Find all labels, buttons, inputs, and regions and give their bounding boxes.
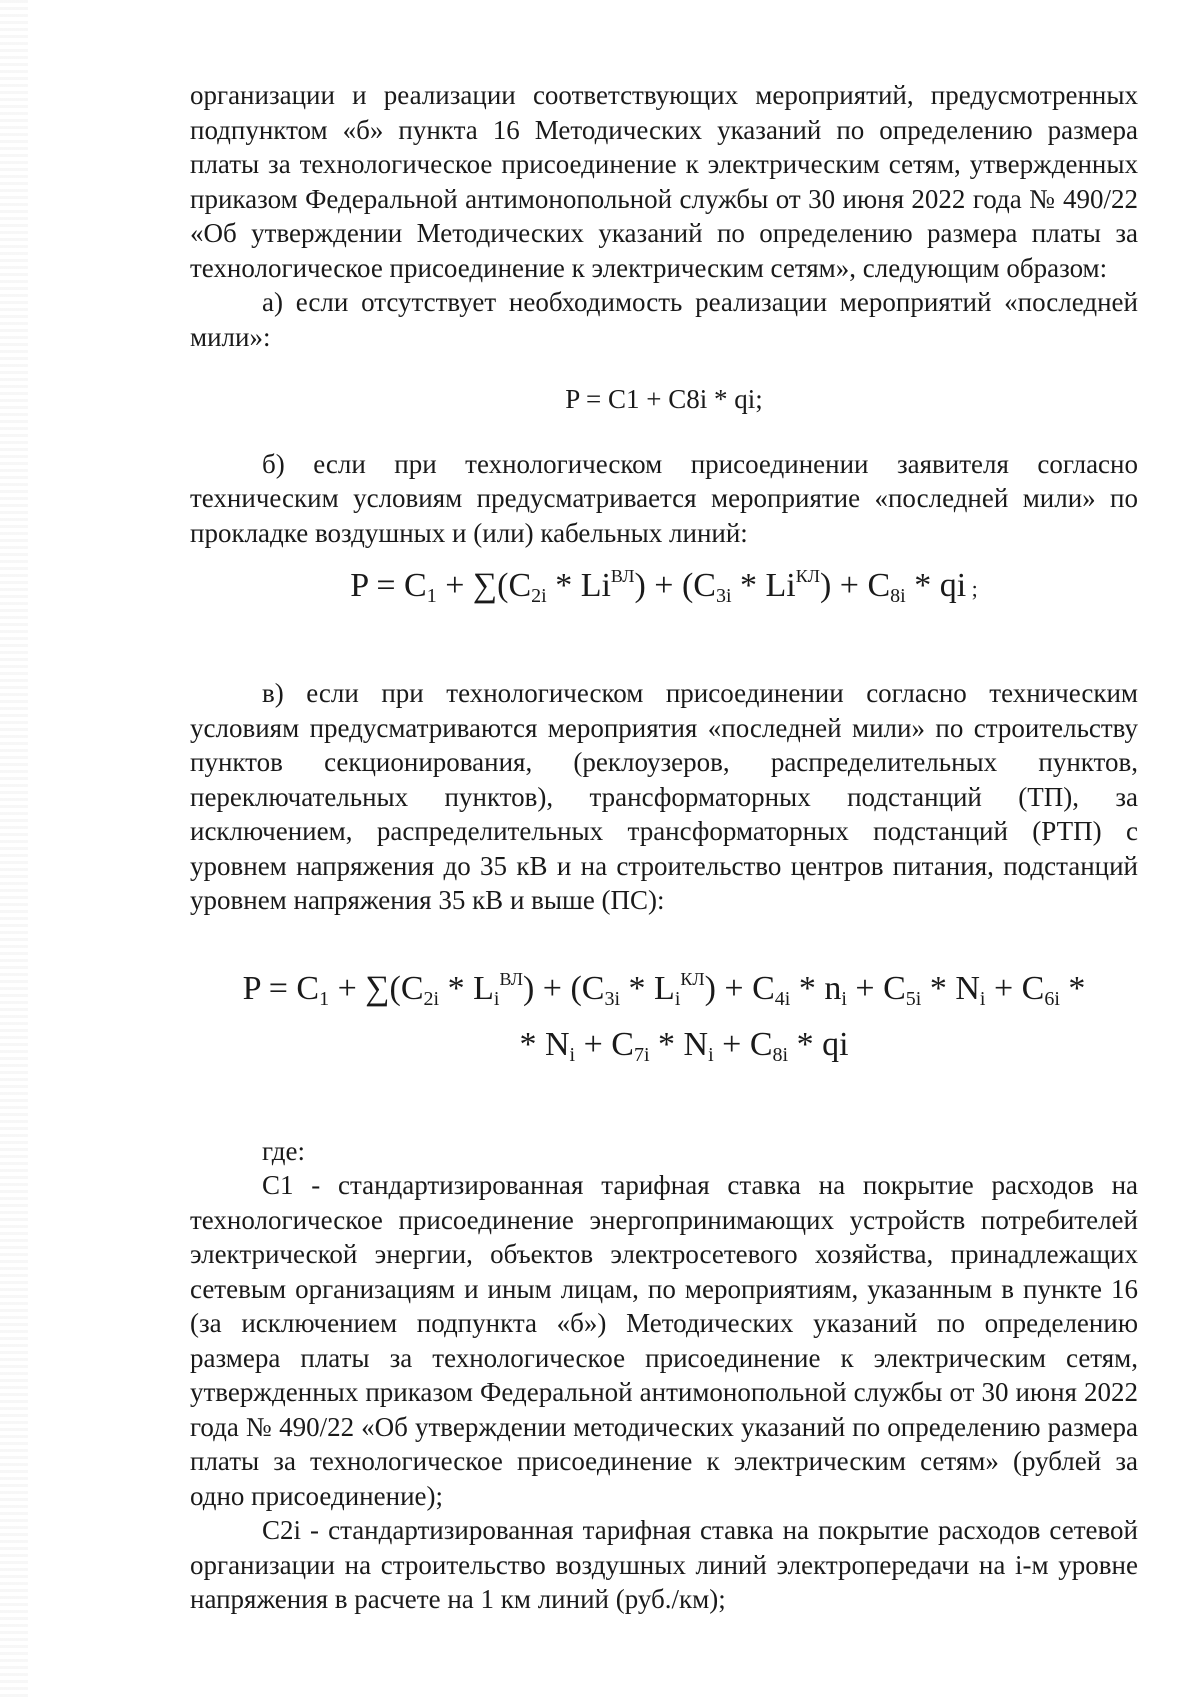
paragraph-intro: организации и реализации соответствующих мероприятий, предусмотренных подпунктом «б» пункта 16 Методических указаний по определению размера платы за технологическое присоединение к электрическим сетям, утвержденных приказом Федеральной антимонопольной службы от 30 июня 2022 года № 490/22 «Об утверждении Методических указаний по определению размера платы за технологическое присоединение к электрическим сетям», следующим образом: xyxy=(190,80,1138,283)
definition-c1: С1 - стандартизированная тарифная ставка на покрытие расходов на технологическое присоединение энергопринимающих устройств потребителей электрической энергии, объектов электросетевого хозяйства, принадлежащих сетевым организациям и иным лицам, по мероприятиям, указанным в пункте 16 (за исключением подпункта «б») Методических указаний по определению размера платы за технологическое присоединение к электрическим сетям, утвержденных приказом Федеральной антимонопольной службы от 30 июня 2022 года № 490/22 «Об утверждении методических указаний по определению размера платы за технологическое присоединение к электрическим сетям» (рублей за одно присоединение); xyxy=(190,1170,1138,1511)
scan-edge-artifact xyxy=(0,0,28,1697)
definition-c2i: С2i - стандартизированная тарифная ставка на покрытие расходов сетевой организации на строительство воздушных линий электропередачи на i-м уровне напряжения в расчете на 1 км линий (руб./км); xyxy=(190,1515,1138,1614)
paragraph-case-a: а) если отсутствует необходимость реализации мероприятий «последней мили»: xyxy=(190,287,1138,352)
paragraph-case-v: в) если при технологическом присоединении согласно техническим условиям предусматриваются мероприятия «последней мили» по строительству пунктов секционирования, (реклоузеров, распределительных пунктов, переключательных пунктов), трансформаторных подстанций (ТП), за исключением, распределительных трансформаторных подстанций (РТП) с уровнем напряжения до 35 кВ и на строительство центров питания, подстанций уровнем напряжения 35 кВ и выше (ПС): xyxy=(190,678,1138,915)
document-body xyxy=(190,78,1138,1617)
formula-v-line1: $P = C_1 + \sum(C_{2i} * L_i^{ВЛ}) + (C_{3i} * L_i^{КЛ}) + C_{4i} * n_i + C_{5i} * N_i + C_{6i}$ * xyxy=(242,968,1086,1010)
formula-a: P = C1 + C8i * qi; xyxy=(565,384,763,414)
formula-b: $P = C_1 + \sum(C_{2i} * Li^{ВЛ}) + (C_{3i} * Li^{КЛ}) + C_{8i}$ * qi ; xyxy=(350,566,978,607)
paragraph-case-b: б) если при технологическом присоединении заявителя согласно техническим условиям предусматривается мероприятие «последней мили» по прокладке воздушных и (или) кабельных линий: xyxy=(190,448,1138,548)
formula-v-line2: * $N_i + C_{7i} * N_i + C_{8i}$ * qi xyxy=(519,1025,849,1066)
paragraph-where: где: xyxy=(262,1135,305,1166)
